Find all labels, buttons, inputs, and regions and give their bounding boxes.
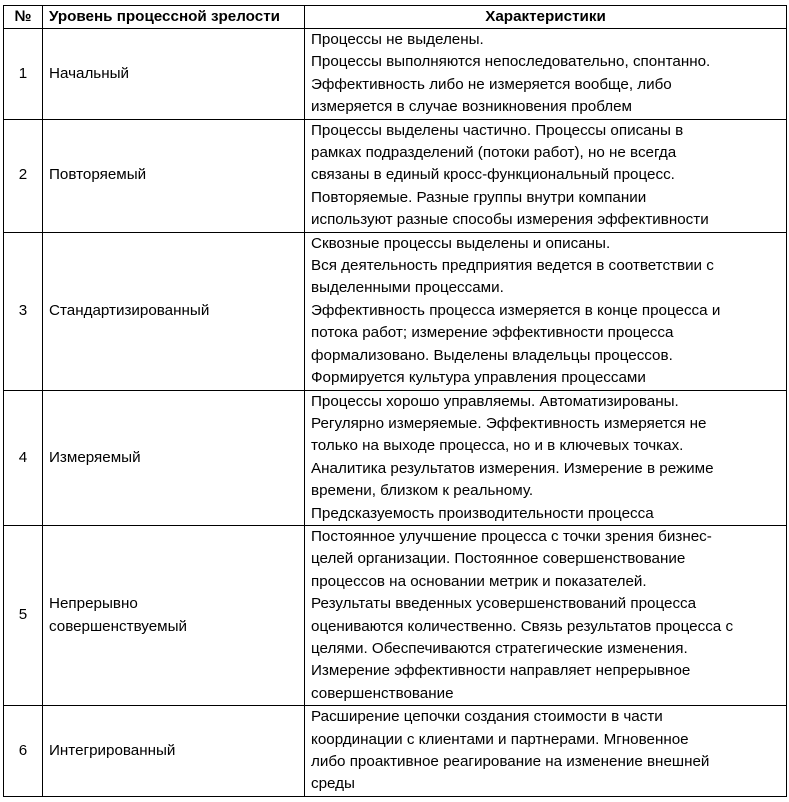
characteristics-line: Регулярно измеряемые. Эффективность измеряется не [311, 414, 707, 432]
characteristics-line: Измерение эффективности направляет непрерывное [311, 662, 691, 680]
header-number: № [4, 6, 43, 29]
characteristics-line: рамках подразделений (потоки работ), но не всегда [311, 144, 677, 162]
characteristics-line: измеряется в случае возникновения проблем [311, 98, 632, 116]
table-body [4, 29, 787, 797]
row-number: 1 [4, 29, 43, 120]
characteristics-line: Эффективность либо не измеряется вообще, либо [311, 75, 672, 93]
characteristics-line: Сквозные процессы выделены и описаны. [311, 234, 611, 252]
table-row [4, 390, 787, 525]
characteristics-line: Повторяемые. Разные группы внутри компании [311, 188, 647, 206]
maturity-level-name: Начальный [49, 64, 130, 82]
row-number: 3 [4, 232, 43, 390]
maturity-level-name: Стандартизированный [49, 301, 210, 319]
characteristics-line: целями. Обеспечиваются стратегические изменения. [311, 639, 688, 657]
characteristics-line: используют разные способы измерения эффективности [311, 211, 709, 229]
maturity-level-name: совершенствуемый [49, 617, 188, 635]
characteristics-line: Аналитика результатов измерения. Измерение в режиме [311, 459, 714, 477]
table-row [4, 706, 787, 797]
characteristics-line: совершенствование [311, 684, 454, 702]
table-row [4, 119, 787, 232]
characteristics-line: Процессы не выделены. [311, 31, 484, 48]
characteristics-line: координации с клиентами и партнерами. Мгновенное [311, 730, 689, 748]
characteristics-cell [305, 706, 787, 797]
characteristics-cell [305, 119, 787, 232]
maturity-level-name: Измеряемый [49, 448, 141, 466]
characteristics-line: Эффективность процесса измеряется в конце процесса и [311, 301, 721, 319]
characteristics-line: Процессы выделены частично. Процессы описаны в [311, 121, 684, 139]
characteristics-cell [305, 390, 787, 525]
table-row [4, 232, 787, 390]
maturity-level-name: Интегрированный [49, 741, 176, 759]
row-number: 4 [4, 390, 43, 525]
maturity-level-cell [43, 29, 305, 120]
characteristics-line: потока работ; измерение эффективности процесса [311, 324, 674, 342]
characteristics-line: формализовано. Выделены владельцы процессов. [311, 346, 673, 364]
characteristics-cell [305, 232, 787, 390]
characteristics-line: оцениваются количественно. Связь результатов процесса с [311, 617, 734, 635]
maturity-level-cell [43, 232, 305, 390]
characteristics-line: Результаты введенных усовершенствований процесса [311, 595, 697, 613]
maturity-level-cell [43, 706, 305, 797]
table-row [4, 29, 787, 120]
characteristics-line: Предсказуемость производительности процесса [311, 504, 654, 522]
characteristics-line: процессов на основании метрик и показателей. [311, 572, 647, 590]
maturity-level-cell [43, 525, 305, 705]
maturity-level-cell [43, 390, 305, 525]
characteristics-line: среды [311, 775, 355, 793]
row-number: 2 [4, 119, 43, 232]
characteristics-line: Постоянное улучшение процесса с точки зрения бизнес- [311, 527, 712, 545]
row-number: 6 [4, 706, 43, 797]
characteristics-line: Процессы хорошо управляемы. Автоматизированы. [311, 392, 679, 410]
maturity-level-name: Непрерывно [49, 595, 138, 613]
characteristics-line: Вся деятельность предприятия ведется в соответствии с [311, 257, 714, 275]
table-row [4, 525, 787, 705]
characteristics-line: выделенными процессами. [311, 279, 504, 297]
characteristics-line: либо проактивное реагирование на изменение внешней [311, 753, 710, 770]
characteristics-line: Расширение цепочки создания стоимости в части [311, 708, 663, 726]
characteristics-line: Процессы выполняются непоследовательно, спонтанно. [311, 53, 711, 71]
characteristics-line: времени, близком к реальному. [311, 482, 534, 500]
row-number: 5 [4, 525, 43, 705]
header-maturity-level: Уровень процессной зрелости [43, 6, 305, 29]
characteristics-line: целей организации. Постоянное совершенствование [311, 550, 686, 568]
maturity-level-cell [43, 119, 305, 232]
header-characteristics: Характеристики [305, 6, 787, 29]
characteristics-line: связаны в единый кросс-функциональный процесс. [311, 166, 675, 184]
characteristics-cell [305, 525, 787, 705]
characteristics-line: только на выходе процесса, но и в ключевых точках. [311, 437, 684, 455]
characteristics-cell [305, 29, 787, 120]
characteristics-line: Формируется культура управления процессами [311, 369, 646, 387]
maturity-level-name: Повторяемый [49, 166, 147, 184]
maturity-levels-table [3, 5, 787, 797]
table-header-row [4, 6, 787, 29]
